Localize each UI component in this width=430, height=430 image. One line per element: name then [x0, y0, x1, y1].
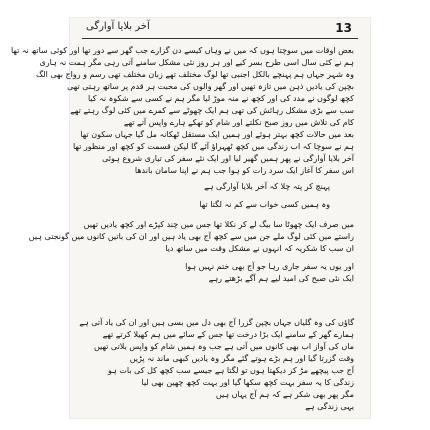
text-line: ماں کی آواز اب بھی کانوں میں آتی ہے جب وہ ہمیں شام کو واپس بلاتی تھیں	[93, 342, 354, 351]
text-line: آخر بلایا آوارگی نے پھر ہمیں گھیر لیا اور ایک نئے سفر کی تیاری شروع ہوئی	[102, 154, 354, 163]
text-line: مگر پھر بھی شکر ہے کہ ہم آج یہاں ہیں	[215, 390, 354, 399]
text-line: سب سے بڑی مشکل رہائش کی تھی ہم ایک چھوٹے سے کمرے میں کئی لوگ رہتے تھے	[70, 106, 354, 115]
text-line: آج جب پیچھے مڑ کر دیکھتا ہوں تو لگتا ہے جیسے سب کچھ کل کی بات ہو	[108, 366, 354, 375]
closing-line: یہی زندگی ہے	[305, 402, 354, 411]
text-line: راستے میں کئی لوگ ملے جن میں سے کچھ آج بھی یاد ہیں اور ان کی باتیں کانوں میں گونجتی ہیں	[28, 232, 354, 241]
page-number: 13	[335, 21, 352, 35]
running-title: آخر بلایا آوارگی	[86, 21, 150, 32]
text-line: کام کی تلاش میں روز صبح نکلتے اور شام کو تھکے ہارے واپس آتے تھے	[123, 118, 354, 127]
text-line: ان سب کا شکریہ کہ انہوں نے مشکل وقت میں ساتھ دیا	[165, 244, 354, 253]
text-line: زندگی کا یہ سفر بہت کچھ سکھا گیا اور بہت کچھ چھین بھی لیا	[141, 378, 354, 387]
header-rule	[82, 38, 358, 39]
indented-line: وہ ہمیں کسی خواب سے کم نہ لگتا تھا	[199, 200, 330, 209]
text-line: بچپن کی یادیں ذہن میں تازہ تھیں اور گھر والوں کی محبت ہر قدم پر ساتھ رہتی تھی	[67, 82, 354, 91]
text-line: وقت گزرتا گیا اور ہم بڑے ہوتے گئے مگر وہ یادیں کبھی ماند نہ پڑیں	[129, 354, 354, 363]
text-line: میں صرف ایک چھوٹا سا بیگ لے کر نکلا تھا جس میں چند کپڑے اور کچھ یادیں تھیں	[83, 220, 354, 229]
text-line: گاؤں کی وہ گلیاں جہاں بچپن گزرا آج بھی دل میں بسی ہیں اور ان کی یاد آتی ہے	[79, 318, 354, 327]
text-line: وہ شہر جہاں ہم پہنچے بالکل اجنبی تھا لوگ مختلف تھے زبان مختلف تھی رسم و رواج بھی الگ	[35, 70, 354, 79]
text-line: ہمارے گھر کے سامنے ایک بڑا درخت تھا جس کے سائے میں ہم کھیلا کرتے تھے	[102, 330, 354, 339]
text-line: ایک نئی صبح کی امید لیے ہم آگے بڑھتے رہے	[208, 274, 354, 283]
text-line: بعض اوقات میں سوچتا ہوں کہ میں نے وہاں کیسے دن گزارے جب گھر سے دور تھا اور کوئی ساتھ نہ تھا	[10, 46, 354, 55]
text-line: ہم نے کئی سال اسی طرح بسر کیے اور ہر روز نئی مشکل سامنے آتی رہی مگر ہمت نہ ہاری	[39, 58, 354, 67]
page-header	[70, 18, 370, 40]
text-line: ہم نے سوچا کہ اب زندگی میں کچھ ٹھہراؤ آئے گا لیکن قسمت کو کچھ اور منظور تھا	[72, 142, 354, 151]
indented-line: پہنچ کر پتہ چلا کہ آخر بلایا آوارگی ہے	[204, 182, 330, 191]
text-line: بعد میں حالات کچھ بہتر ہوئے اور ہمیں ایک مستقل ٹھکانہ مل گیا جہاں سکون تھا	[80, 130, 354, 139]
text-line: کچھ لوگوں نے مدد کی اور کچھ نے منہ موڑ لیا مگر ہم نے کسی سے شکوہ نہ کیا	[87, 94, 354, 103]
text-line: اس سفر کا آغاز ایک سرد رات کو ہوا جب ہم نے اپنا سامان باندھا	[134, 166, 354, 175]
book-page	[10, 18, 370, 418]
text-line: اور یوں یہ سفر جاری رہا جو آج بھی ختم نہیں ہوا	[185, 262, 354, 271]
page-body	[10, 40, 370, 418]
